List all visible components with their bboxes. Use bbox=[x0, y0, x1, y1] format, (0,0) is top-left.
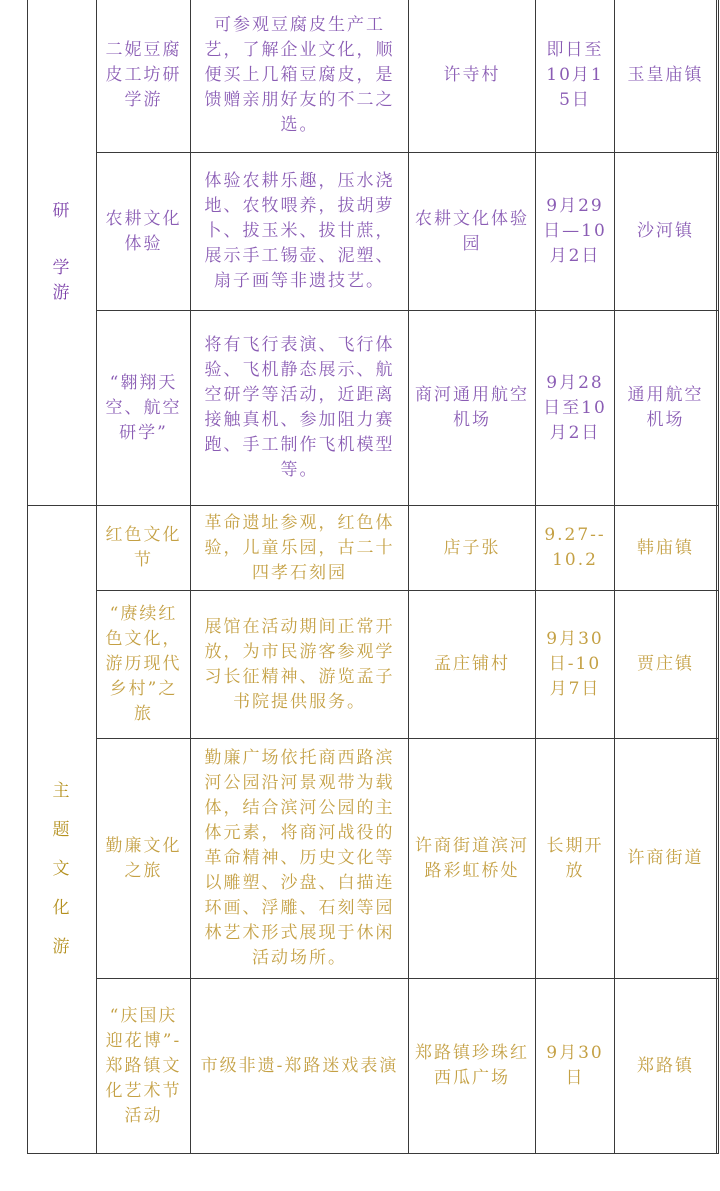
overflow-column bbox=[717, 506, 719, 591]
overflow-column bbox=[717, 0, 719, 153]
activity-town: 韩庙镇 bbox=[615, 506, 717, 591]
activity-description: 市级非遗-郑路迷戏表演 bbox=[191, 979, 409, 1154]
category-char: 学 bbox=[52, 257, 72, 278]
activity-date: 9月30日 bbox=[536, 979, 615, 1154]
activity-description: 可参观豆腐皮生产工艺，了解企业文化，顺便买上几箱豆腐皮，是馈赠亲朋好友的不二之选。 bbox=[191, 0, 409, 153]
activity-date: 9月29日—10月2日 bbox=[536, 153, 615, 311]
activity-name: “赓续红色文化，游历现代乡村”之旅 bbox=[97, 591, 191, 739]
table-row bbox=[28, 0, 719, 153]
activity-date: 长期开放 bbox=[536, 739, 615, 979]
activity-town: 通用航空机场 bbox=[615, 311, 717, 506]
overflow-column bbox=[717, 153, 719, 311]
activity-name: “庆国庆 迎花博”-郑路镇文化艺术节活动 bbox=[97, 979, 191, 1154]
activity-town: 贾庄镇 bbox=[615, 591, 717, 739]
category-char: 文 bbox=[52, 859, 72, 879]
category-char bbox=[34, 224, 90, 238]
activity-name: 勤廉文化之旅 bbox=[97, 739, 191, 979]
activity-location: 农耕文化体验园 bbox=[409, 153, 536, 311]
category-cell-research bbox=[28, 0, 97, 506]
activity-location: 店子张 bbox=[409, 506, 536, 591]
activity-town: 许商街道 bbox=[615, 739, 717, 979]
activity-description: 体验农耕乐趣，压水浇地、农牧喂养，拔胡萝卜、拔玉米、拔甘蔗，展示手工锡壶、泥塑、扇子画等非遗技艺。 bbox=[191, 153, 409, 311]
activities-table bbox=[27, 0, 719, 1154]
activity-town: 郑路镇 bbox=[615, 979, 717, 1154]
activity-date: 9月30日-10月7日 bbox=[536, 591, 615, 739]
category-char: 题 bbox=[52, 820, 72, 840]
activity-location: 许商街道滨河路彩虹桥处 bbox=[409, 739, 536, 979]
table-row bbox=[28, 153, 719, 311]
activity-name: 二妮豆腐皮工坊研学游 bbox=[97, 0, 191, 153]
table-row bbox=[28, 979, 719, 1154]
overflow-column bbox=[717, 979, 719, 1154]
activity-location: 孟庄铺村 bbox=[409, 591, 536, 739]
category-char: 游 bbox=[52, 282, 72, 303]
category-char: 化 bbox=[52, 898, 72, 918]
activity-name: “翱翔天空、航空研学” bbox=[97, 311, 191, 506]
table-row bbox=[28, 506, 719, 591]
activity-name: 红色文化节 bbox=[97, 506, 191, 591]
category-char: 主 bbox=[52, 781, 72, 801]
activity-description: 勤廉广场依托商西路滨河公园沿河景观带为载体，结合滨河公园的主体元素，将商河战役的革命精神、历史文化等以雕塑、沙盘、白描连环画、浮雕、石刻等园林艺术形式展现于休闲活动场所。 bbox=[191, 739, 409, 979]
activity-town: 沙河镇 bbox=[615, 153, 717, 311]
activity-town: 玉皇庙镇 bbox=[615, 0, 717, 153]
activity-date: 9月28日至10月2日 bbox=[536, 311, 615, 506]
overflow-column bbox=[717, 739, 719, 979]
activity-date: 9.27--10.2 bbox=[536, 506, 615, 591]
activity-name: 农耕文化体验 bbox=[97, 153, 191, 311]
table-row bbox=[28, 591, 719, 739]
overflow-column bbox=[717, 311, 719, 506]
category-cell-theme-culture bbox=[28, 506, 97, 1154]
overflow-column bbox=[717, 591, 719, 739]
activity-description: 将有飞行表演、飞行体验、飞机静态展示、航空研学等活动，近距离接触真机、参加阻力赛跑、手工制作飞机模型等。 bbox=[191, 311, 409, 506]
table-row bbox=[28, 739, 719, 979]
activity-date: 即日至10月15日 bbox=[536, 0, 615, 153]
activity-location: 郑路镇珍珠红西瓜广场 bbox=[409, 979, 536, 1154]
activity-location: 商河通用航空机场 bbox=[409, 311, 536, 506]
category-char: 游 bbox=[52, 937, 72, 957]
table-row bbox=[28, 311, 719, 506]
activity-location: 许寺村 bbox=[409, 0, 536, 153]
activity-description: 展馆在活动期间正常开放，为市民游客参观学习长征精神、游览孟子书院提供服务。 bbox=[191, 591, 409, 739]
category-char: 研 bbox=[52, 200, 72, 221]
activity-description: 革命遗址参观，红色体验，儿童乐园，古二十四孝石刻园 bbox=[191, 506, 409, 591]
